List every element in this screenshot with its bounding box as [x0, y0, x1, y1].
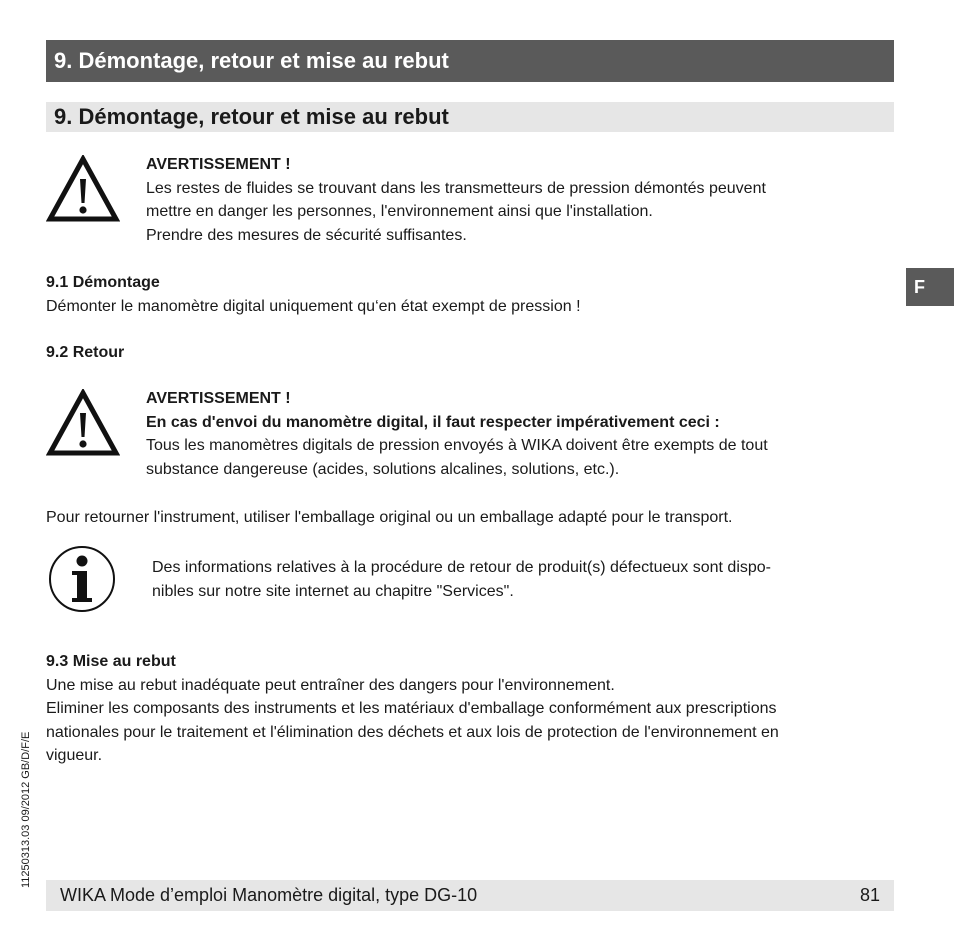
language-tab: F	[906, 268, 954, 306]
section-heading: 9.2 Retour	[46, 344, 125, 361]
page-number: 81	[859, 885, 880, 905]
warning-text-line: Prendre des mesures de sécurité suffisantes.	[146, 226, 467, 244]
page-footer	[46, 880, 894, 911]
section-heading: 9.1 Démontage	[46, 274, 160, 291]
section-header-light: 9. Démontage, retour et mise au rebut	[46, 102, 894, 132]
document-code: 11250313.03 09/2012 GB/D/F/E	[20, 731, 32, 888]
section-9-3	[46, 650, 906, 768]
warning-title: AVERTISSEMENT !	[146, 156, 291, 173]
section-text: Démonter le manomètre digital uniquement qu‘en état exempt de pression !	[46, 297, 581, 315]
info-block	[152, 556, 882, 603]
warning-text-line: substance dangereuse (acides, solutions alcalines, solutions, etc.).	[146, 460, 620, 478]
section-text-line: vigueur.	[46, 747, 103, 764]
section-heading: 9.3 Mise au rebut	[46, 653, 176, 670]
warning-title: AVERTISSEMENT !	[146, 390, 291, 407]
warning-text-line: Tous les manomètres digitals de pression envoyés à WIKA doivent être exempts de tout	[146, 437, 768, 454]
warning-bold-line: En cas d'envoi du manomètre digital, il faut respecter impérativement ceci :	[146, 413, 720, 431]
warning-block-2	[146, 387, 876, 481]
info-text-line: nibles sur notre site internet au chapitre "Services".	[152, 582, 514, 600]
section-header-dark: 9. Démontage, retour et mise au rebut	[46, 40, 894, 82]
section-text-line: Une mise au rebut inadéquate peut entraîner des dangers pour l'environnement.	[46, 676, 615, 694]
section-9-2	[46, 341, 886, 365]
section-9-1	[46, 271, 886, 318]
warning-triangle-icon	[46, 389, 120, 457]
section-text-line: Eliminer les composants des instruments et les matériaux d'emballage conformément aux prescriptions	[46, 700, 777, 717]
section-text-line: nationales pour le traitement et l'élimination des déchets et aux lois de protection de l'environnement en	[46, 723, 779, 741]
warning-text-line: Les restes de fluides se trouvant dans les transmetteurs de pression démontés peuvent	[146, 179, 766, 197]
warning-text-line: mettre en danger les personnes, l'environnement ainsi que l'installation.	[146, 203, 653, 220]
footer-title: WIKA Mode d’emploi Manomètre digital, type DG-10	[60, 885, 478, 905]
return-paragraph: Pour retourner l'instrument, utiliser l'emballage original ou un emballage adapté pour le transport.	[46, 509, 733, 526]
info-text-line: Des informations relatives à la procédure de retour de produit(s) défectueux sont dispo-	[152, 559, 771, 576]
warning-block-1	[146, 153, 876, 247]
info-icon	[47, 544, 117, 614]
warning-triangle-icon	[46, 155, 120, 223]
